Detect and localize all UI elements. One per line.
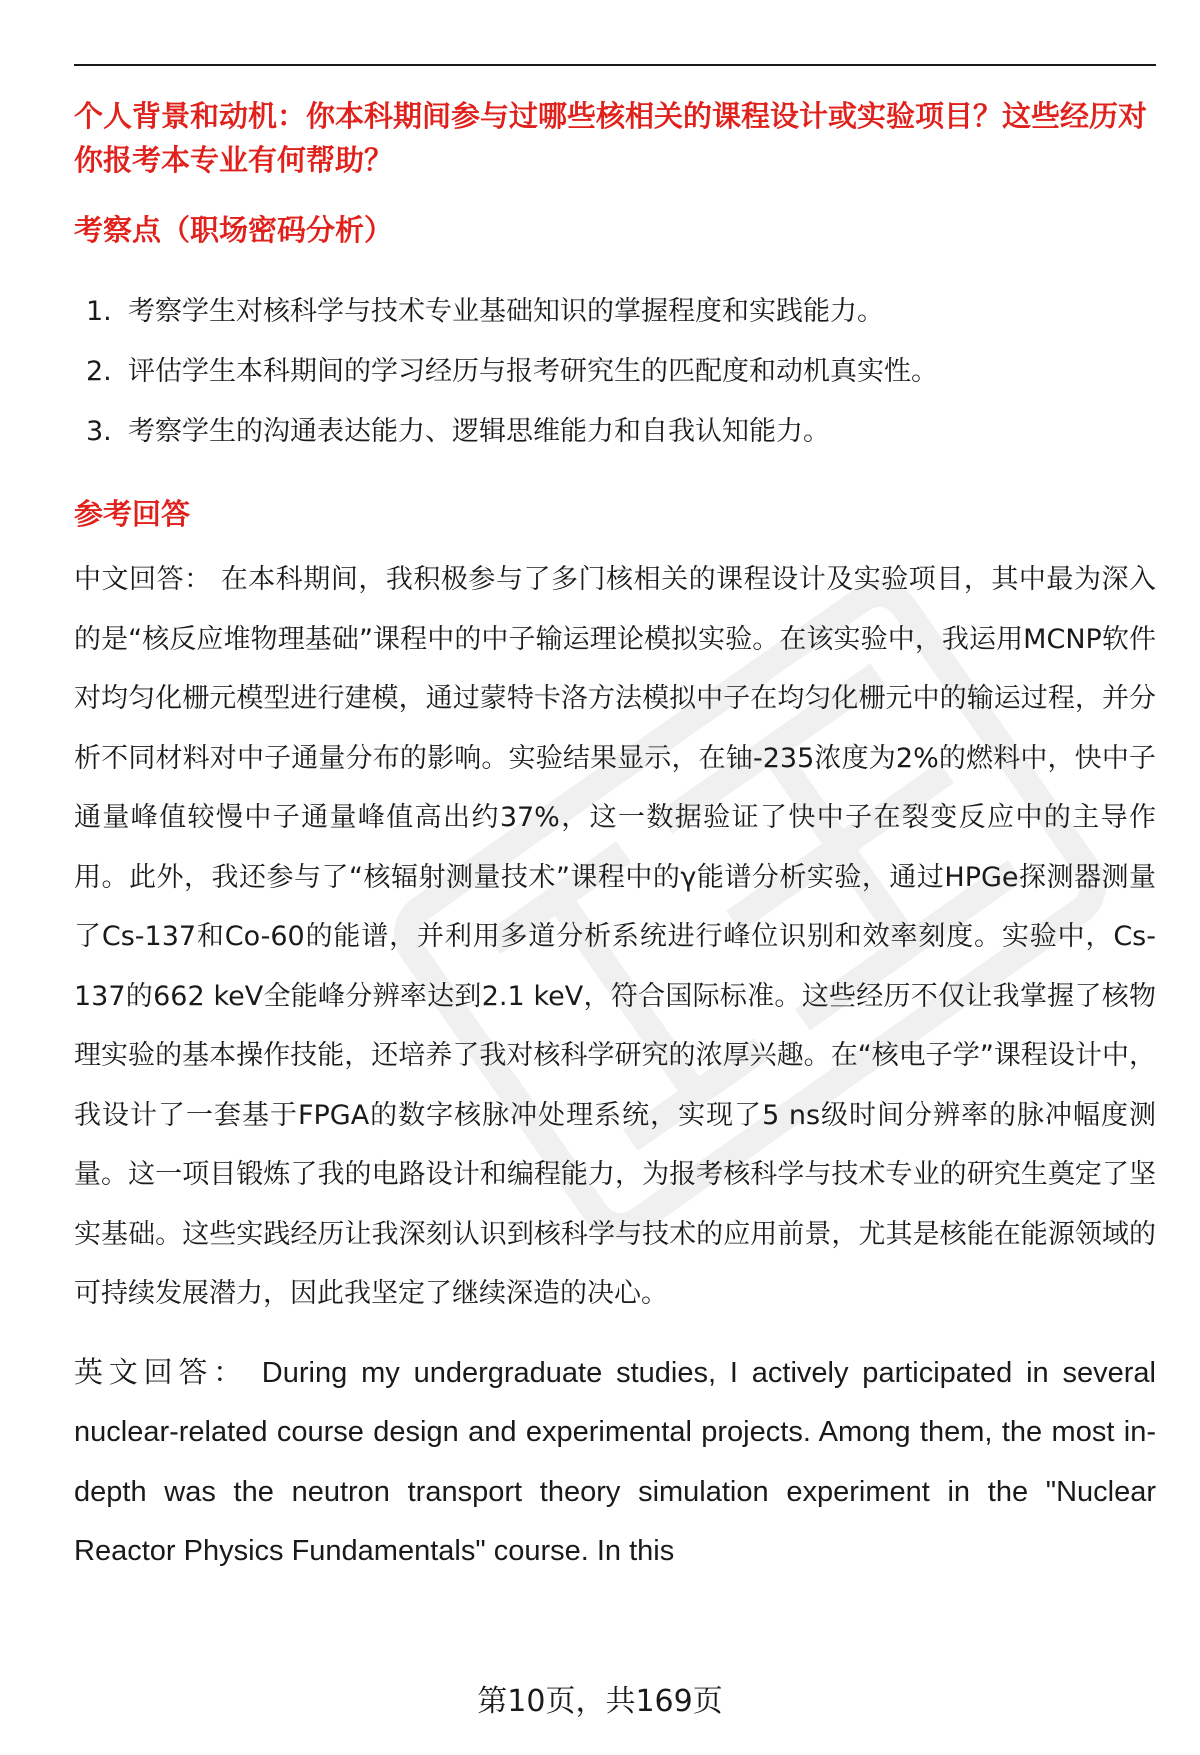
- list-item: 3. 考察学生的沟通表达能力、逻辑思维能力和自我认知能力。: [86, 416, 830, 447]
- focus-heading: 考察点（职场密码分析）: [74, 213, 394, 247]
- reference-heading: 参考回答: [74, 497, 191, 531]
- list-item: 2. 评估学生本科期间的学习经历与报考研究生的匹配度和动机真实性。: [86, 356, 938, 387]
- page-number: 第10页，共169页: [477, 1684, 723, 1719]
- document-body: [74, 94, 1156, 1582]
- chinese-answer: 中文回答： 在本科期间，我积极参与了多门核相关的课程设计及实验项目，其中最为深入的是“核反应堆物理基础”课程中的中子输运理论模拟实验。在该实验中，我运用MCNP软件对均匀化栅元模型进行建模，通过蒙特卡洛方法模拟中子在均匀化栅元中的输运过程，并分析不同材料对中子通量分布的影响。实验结果显示，在铀-235浓度为2%的燃料中，快中子通量峰值较慢中子通量峰值高出约37%，这一数据验证了快中子在裂变反应中的主导作用。此外，我还参与了“核辐射测量技术”课程中的γ能谱分析实验，通过HPGe探测器测量了Cs-137和Co-60的能谱，并利用多道分析系统进行峰位识别和效率刻度。实验中，Cs-137的662 keV全能峰分辨率达到2.1 keV，符合国际标准。这些经历不仅让我掌握了核物理实验的基本操作技能，还培养了我对核科学研究的浓厚兴趣。在“核电子学”课程设计中，我设计了一套基于FPGA的数字核脉冲处理系统，实现了5 ns级时间分辨率的脉冲幅度测量。这一项目锻炼了我的电路设计和编程能力，为报考核科学与技术专业的研究生奠定了坚实基础。这些实践经历让我深刻认识到核科学与技术的应用前景，尤其是核能在能源领域的可持续发展潜力，因此我坚定了继续深造的决心。: [74, 564, 1156, 1309]
- question-heading: 个人背景和动机：你本科期间参与过哪些核相关的课程设计或实验项目？这些经历对你报考本专业有何帮助？: [74, 99, 1148, 177]
- list-item: 1. 考察学生对核科学与技术专业基础知识的掌握程度和实践能力。: [86, 296, 884, 327]
- english-answer: 英文回答： During my undergraduate studies, I actively participated in several nuclear-related course design and experimental projects. Among them, the most in-depth was the neutron transport theory simulation experiment in the "Nuclear Reactor Physics Fundamentals" course. In this: [74, 1356, 1156, 1567]
- top-divider: [74, 64, 1156, 66]
- focus-points-list: [74, 282, 1156, 462]
